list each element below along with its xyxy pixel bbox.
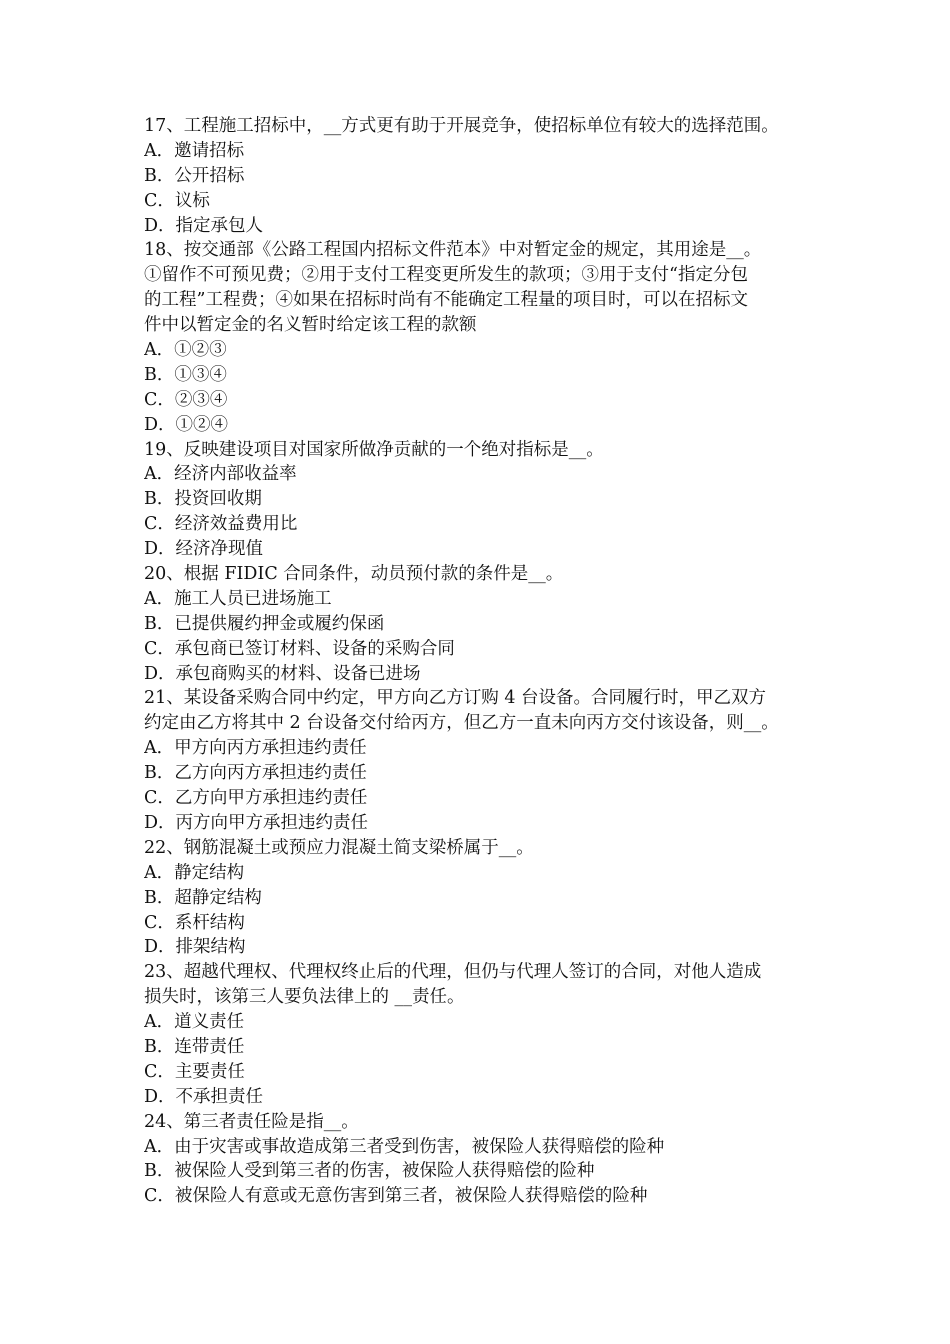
question-22-option-c: C．系杆结构 <box>144 912 245 933</box>
question-20-option-c: C．承包商已签订材料、设备的采购合同 <box>144 638 455 659</box>
question-21-option-c: C．乙方向甲方承担违约责任 <box>144 788 368 809</box>
question-19-option-c: C．经济效益费用比 <box>144 514 298 535</box>
question-24-option-a: A．由于灾害或事故造成第三者受到伤害，被保险人获得赔偿的险种 <box>144 1136 665 1157</box>
question-18-option-a: A．①②③ <box>144 340 227 361</box>
question-24-option-b: B．被保险人受到第三者的伤害，被保险人获得赔偿的险种 <box>144 1161 595 1182</box>
question-19-option-b: B．投资回收期 <box>144 489 262 510</box>
question-24-stem: 24、第三者责任险是指__。 <box>144 1111 359 1132</box>
question-20-option-a: A．施工人员已进场施工 <box>144 588 332 609</box>
question-21-option-d: D．丙方向甲方承担违约责任 <box>144 812 369 833</box>
question-20-option-d: D．承包商购买的材料、设备已进场 <box>144 663 421 684</box>
question-18-option-b: B．①③④ <box>144 364 227 385</box>
question-17-stem: 17、工程施工招标中，__方式更有助于开展竞争，使招标单位有较大的选择范围。 <box>144 116 779 136</box>
question-21-stem: 21、某设备采购合同中约定，甲方向乙方订购 4 台设备。合同履行时，甲乙双方 <box>144 688 767 709</box>
question-18-stem-continued: 件中以暂定金的名义暂时给定该工程的款额 <box>144 315 477 336</box>
question-23-option-a: A．道义责任 <box>144 1012 245 1033</box>
question-23-option-b: B．连带责任 <box>144 1036 245 1057</box>
question-23-stem-continued: 损失时，该第三人要负法律上的 __责任。 <box>144 987 465 1008</box>
question-18-option-c: C．②③④ <box>144 389 228 410</box>
question-21-option-a: A．甲方向丙方承担违约责任 <box>144 738 367 759</box>
question-18-stem-continued: ①留作不可预见费；②用于支付工程变更所发生的款项；③用于支付“指定分包 <box>144 265 748 286</box>
question-24-option-c: C．被保险人有意或无意伤害到第三者，被保险人获得赔偿的险种 <box>144 1186 648 1207</box>
question-22-option-a: A．静定结构 <box>144 862 245 883</box>
question-17-option-c: C．议标 <box>144 190 210 211</box>
question-20-option-b: B．已提供履约押金或履约保函 <box>144 613 385 634</box>
question-22-stem: 22、钢筋混凝土或预应力混凝土简支梁桥属于__。 <box>144 837 534 858</box>
question-22-option-d: D．排架结构 <box>144 937 246 958</box>
question-23-stem: 23、超越代理权、代理权终止后的代理，但仍与代理人签订的合同，对他人造成 <box>144 962 762 983</box>
question-17-option-a: A．邀请招标 <box>144 140 245 161</box>
question-23-option-d: D．不承担责任 <box>144 1086 264 1107</box>
question-19-option-d: D．经济净现值 <box>144 539 264 560</box>
question-21-option-b: B．乙方向丙方承担违约责任 <box>144 763 367 784</box>
document-page <box>144 114 812 1209</box>
question-17-option-b: B．公开招标 <box>144 165 245 186</box>
question-19-stem: 19、反映建设项目对国家所做净贡献的一个绝对指标是__。 <box>144 439 604 460</box>
question-21-stem-continued: 约定由乙方将其中 2 台设备交付给丙方，但乙方一直未向丙方交付该设备，则__。 <box>144 713 779 734</box>
question-18-stem: 18、按交通部《公路工程国内招标文件范本》中对暂定金的规定，其用途是__。 <box>144 240 762 261</box>
question-22-option-b: B．超静定结构 <box>144 887 262 908</box>
question-18-option-d: D．①②④ <box>144 414 229 435</box>
question-20-stem: 20、根据 FIDIC 合同条件，动员预付款的条件是__。 <box>144 564 564 585</box>
question-17-option-d: D．指定承包人 <box>144 215 264 236</box>
question-23-option-c: C．主要责任 <box>144 1061 245 1082</box>
question-19-option-a: A．经济内部收益率 <box>144 464 297 485</box>
question-18-stem-continued: 的工程”工程费；④如果在招标时尚有不能确定工程量的项目时，可以在招标文 <box>144 290 748 311</box>
